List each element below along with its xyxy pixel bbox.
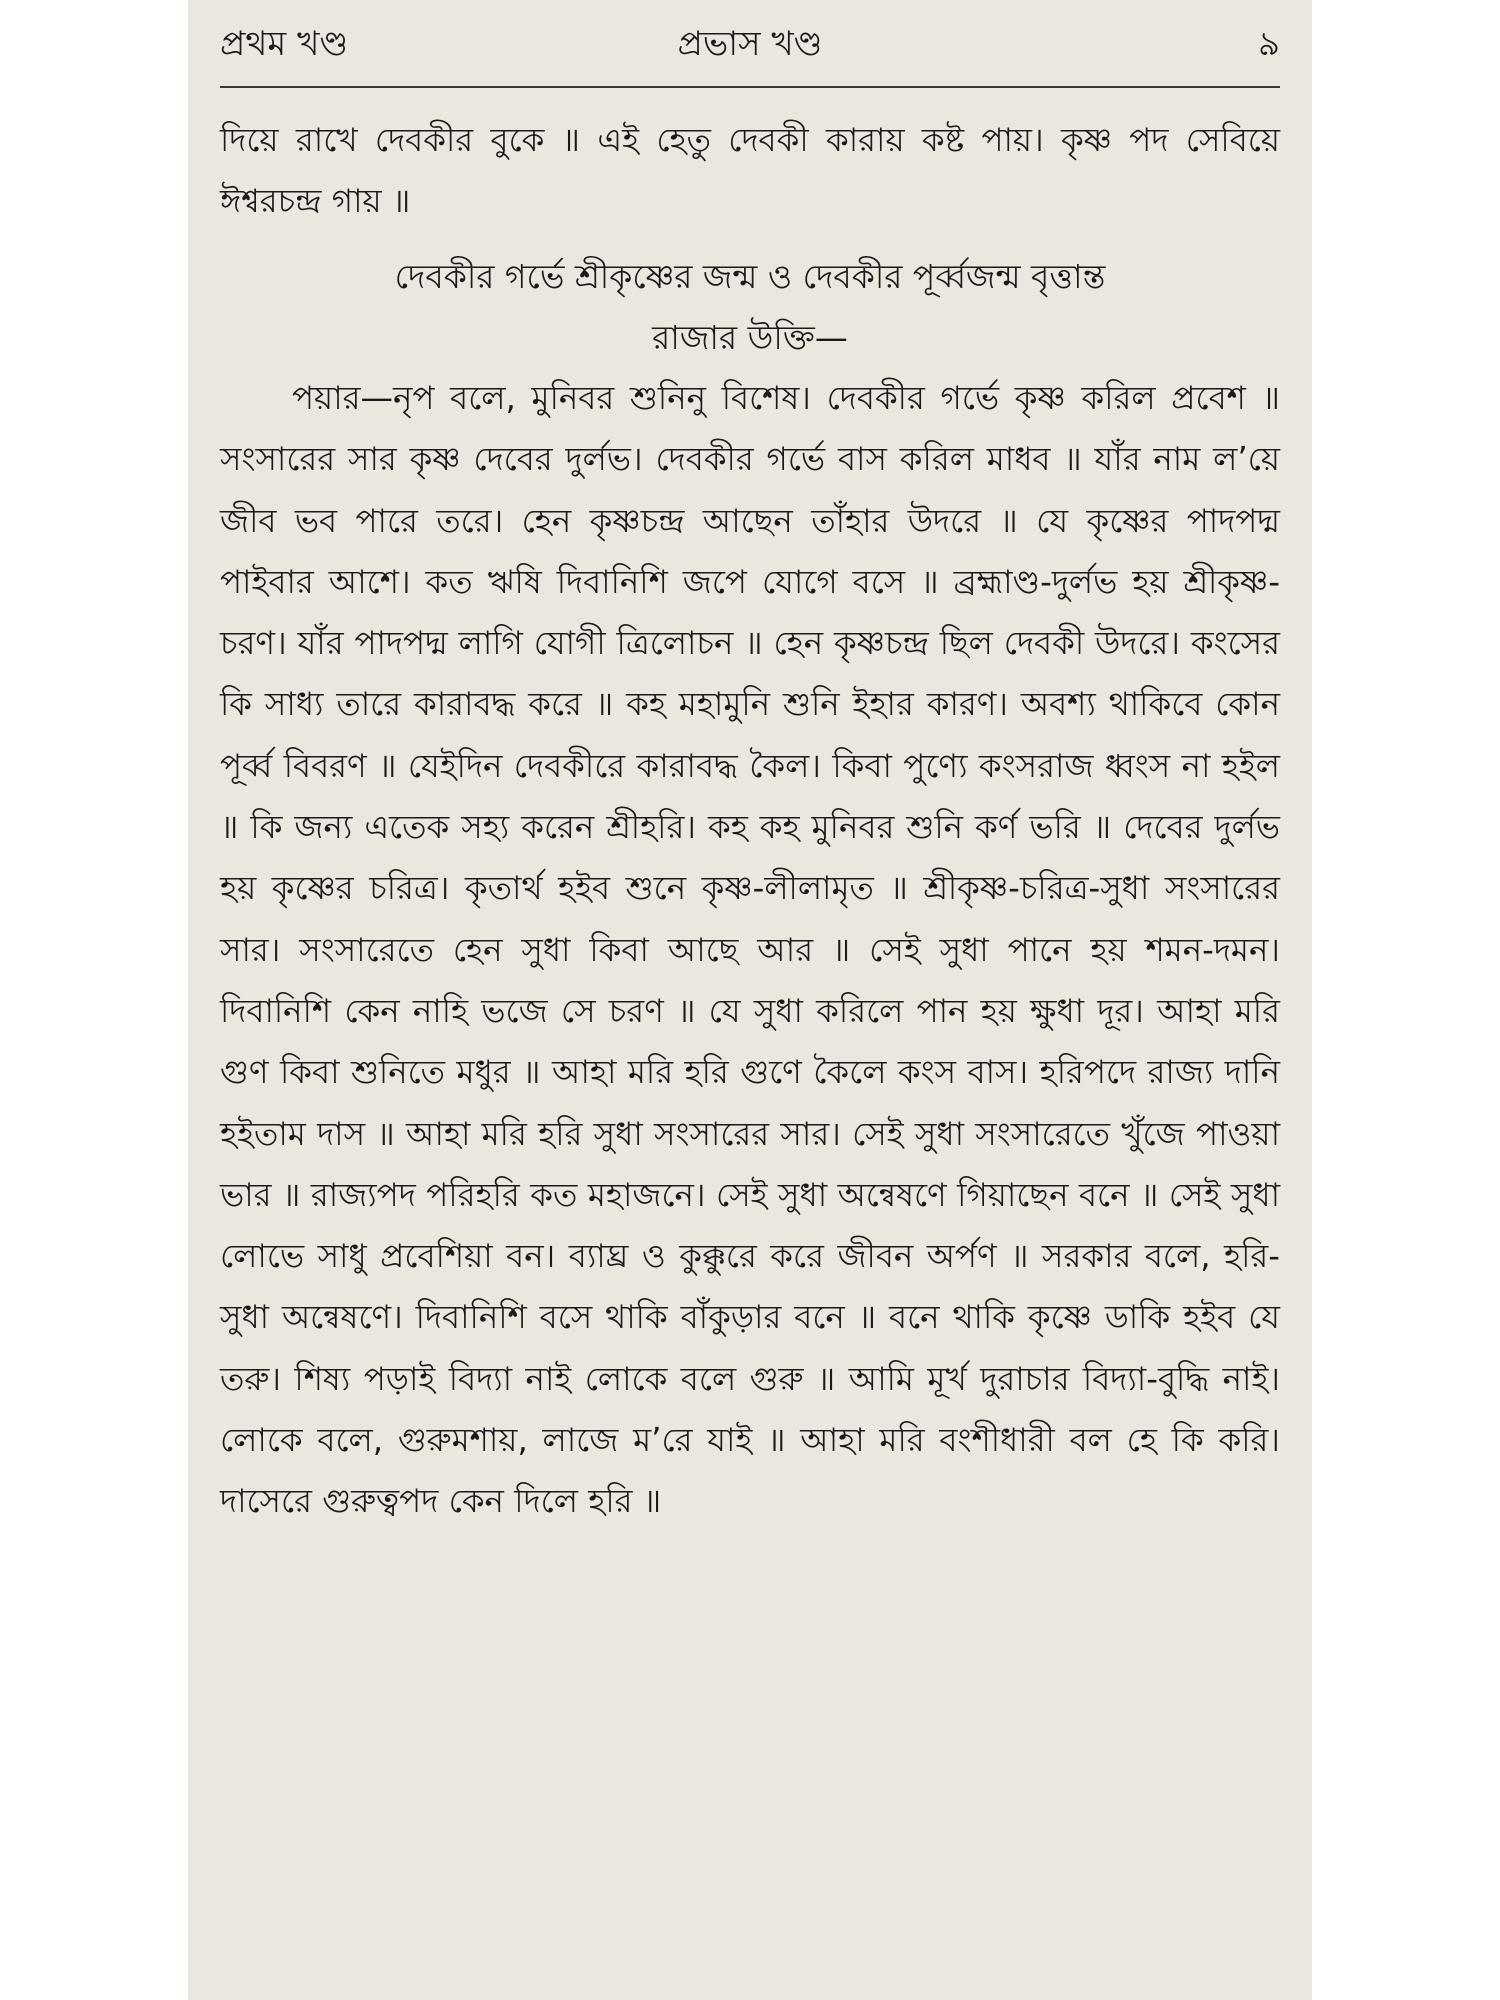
intro-text: দিয়ে রাখে দেবকীর বুকে ॥ এই হেতু দেবকী কারায় কষ্ট পায়। কৃষ্ণ পদ সেবিয়ে ঈশ্বরচন্দ্র গায় ॥ (220, 121, 1280, 220)
body-paragraph (220, 368, 1280, 1533)
section-title: প্রভাস খণ্ড (677, 24, 823, 64)
part-title: প্রথম খণ্ড (220, 24, 349, 64)
chapter-title: দেবকীর গর্ভে শ্রীকৃষ্ণের জন্ম ও দেবকীর পূর্ব্বজন্ম বৃত্তান্ত (394, 257, 1106, 296)
speaker-label: রাজার উক্তি— (652, 318, 848, 357)
body-text: পয়ার—নৃপ বলে, মুনিবর শুনিনু বিশেষ। দেবকীর গর্ভে কৃষ্ণ করিল প্রবেশ ॥ সংসারের সার কৃষ্ণ দেবের দুর্লভ। দেবকীর গর্ভে বাস করিল মাধব ॥ যাঁর নাম ল’য়ে জীব ভব পারে তরে। হেন কৃষ্ণচন্দ্র আছেন তাঁহার উদরে ॥ যে কৃষ্ণের পাদপদ্ম পাইবার আশে। কত ঋষি দিবানিশি জপে যোগে বসে ॥ ব্রহ্মাণ্ড-দুর্লভ হয় শ্রীকৃষ্ণ-চরণ। যাঁর পাদপদ্ম লাগি যোগী ত্রিলোচন ॥ হেন কৃষ্ণচন্দ্র ছিল দেবকী উদরে। কংসের কি সাধ্য তারে কারাবদ্ধ করে ॥ কহ মহামুনি শুনি ইহার কারণ। অবশ্য থাকিবে কোন পূর্ব্ব বিবরণ ॥ যেইদিন দেবকীরে কারাবদ্ধ কৈল। কিবা পুণ্যে কংসরাজ ধ্বংস না হইল ॥ কি জন্য এতেক সহ্য করেন শ্রীহরি। কহ কহ মুনিবর শুনি কর্ণ ভরি ॥ দেবের দুর্লভ হয় কৃষ্ণের চরিত্র। কৃতার্থ হইব শুনে কৃষ্ণ-লীলামৃত ॥ শ্রীকৃষ্ণ-চরিত্র-সুধা সংসারের সার। সংসারেতে হেন সুধা কিবা আছে আর ॥ সেই সুধা পানে হয় শমন-দমন। দিবানিশি কেন নাহি ভজে সে চরণ ॥ যে সুধা করিলে পান হয় ক্ষুধা দূর। আহা মরি গুণ কিবা শুনিতে মধুর ॥ আহা মরি হরি গুণে কৈলে কংস বাস। হরিপদে রাজ্য দানি হইতাম দাস ॥ আহা মরি হরি সুধা সংসারের সার। সেই সুধা সংসারেতে খুঁজে পাওয়া ভার ॥ রাজ্যপদ পরিহরি কত মহাজনে। সেই সুধা অন্বেষণে গিয়াছেন বনে ॥ সেই সুধা লোভে সাধু প্রবেশিয়া বন। ব্যাঘ্র ও কুক্কুরে করে জীবন অর্পণ ॥ সরকার বলে, হরি-সুধা অন্বেষণে। দিবানিশি বসে থাকি বাঁকুড়ার বনে ॥ বনে থাকি কৃষ্ণে ডাকি হইব যে তরু। শিষ্য পড়াই বিদ্যা নাই লোকে বলে গুরু ॥ আমি মূর্খ দুরাচার বিদ্যা-বুদ্ধি নাই। লোকে বলে, গুরুমশায়, লাজে ম’রে যাই ॥ আহা মরি বংশীধারী বল হে কি করি। দাসেরে গুরুত্বপদ কেন দিলে হরি ॥ (220, 379, 1280, 1521)
running-header (220, 0, 1280, 88)
page-number: ৯ (1257, 24, 1280, 64)
intro-paragraph (220, 110, 1280, 232)
book-page (188, 0, 1312, 2000)
